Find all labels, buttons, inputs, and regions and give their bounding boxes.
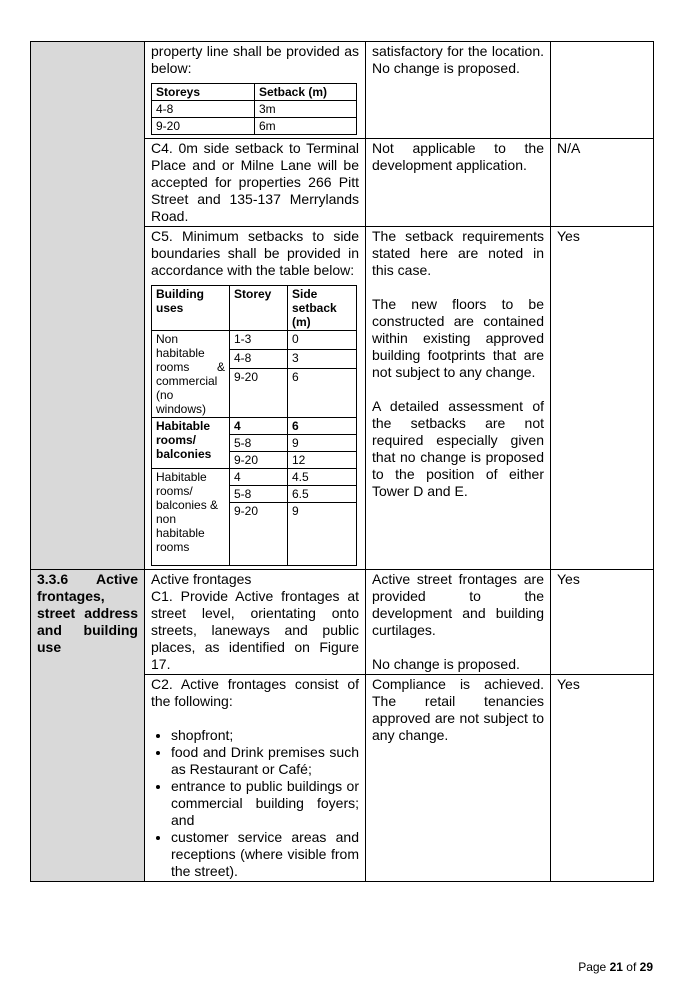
page-label: Page bbox=[578, 960, 607, 974]
table-cell: 9-20 bbox=[230, 369, 288, 418]
table-cell: 4-8 bbox=[230, 350, 288, 369]
table-cell: 6 bbox=[288, 418, 357, 435]
column-header: Storey bbox=[230, 286, 288, 331]
compliance-cell: N/A bbox=[551, 139, 654, 227]
table-cell: 5-8 bbox=[230, 486, 288, 503]
column-header: Setback (m) bbox=[255, 84, 357, 101]
compliance-cell: Yes bbox=[551, 570, 654, 675]
table-cell: 0 bbox=[288, 331, 357, 350]
page-footer bbox=[578, 960, 653, 974]
side-setback-table bbox=[151, 285, 357, 566]
list-item: • entrance to public buildings or commercial building foyers; and bbox=[171, 778, 359, 829]
table-row bbox=[31, 42, 654, 139]
column-header: Building uses bbox=[152, 286, 230, 331]
building-use-cell: Non habitable rooms & commercial (no windows) bbox=[152, 331, 230, 418]
controls-cell bbox=[145, 675, 366, 882]
page-total: 29 bbox=[639, 960, 653, 974]
table-cell: 3m bbox=[255, 101, 357, 118]
table-cell: 9 bbox=[288, 435, 357, 452]
comment-cell: satisfactory for the location. No change is proposed. bbox=[366, 42, 551, 139]
table-cell: 6m bbox=[255, 118, 357, 135]
control-text: C5. Minimum setbacks to side boundaries shall be provided in accordance with the table below: bbox=[151, 228, 359, 278]
storey-setback-table bbox=[151, 83, 357, 135]
table-cell: 9-20 bbox=[230, 452, 288, 469]
comment-paragraph: Active street frontages are provided to the development and building curtilages. bbox=[372, 571, 544, 638]
table-row bbox=[31, 570, 654, 675]
column-header: Side setback (m) bbox=[288, 286, 357, 331]
comment-paragraph: No change is proposed. bbox=[372, 656, 520, 672]
table-cell: 4.5 bbox=[288, 469, 357, 486]
comment-cell bbox=[366, 570, 551, 675]
control-heading: Active frontages bbox=[151, 571, 252, 587]
control-text: C2. Active frontages consist of the following: bbox=[151, 676, 359, 709]
compliance-cell: Yes bbox=[551, 675, 654, 882]
table-cell: 4 bbox=[230, 418, 288, 435]
bullet-list bbox=[151, 727, 359, 880]
building-use-cell: Habitable rooms/ balconies bbox=[152, 418, 230, 469]
control-text: property line shall be provided as below: bbox=[151, 43, 359, 76]
comment-paragraph: The setback requirements stated here are noted in this case. bbox=[372, 228, 544, 278]
control-text: C1. Provide Active frontages at street level, orientating onto streets, laneways and public places, as identified on Figure 17. bbox=[151, 588, 359, 672]
compliance-cell bbox=[551, 42, 654, 139]
table-cell: 6 bbox=[288, 369, 357, 418]
comment-paragraph: A detailed assessment of the setbacks are not required especially given that no change is proposed to the position of either Tower D and E. bbox=[372, 398, 544, 499]
column-header: Storeys bbox=[152, 84, 255, 101]
comment-paragraph: The new floors to be constructed are contained within existing approved building footprints that are not subject to any change. bbox=[372, 296, 544, 380]
controls-cell bbox=[145, 227, 366, 570]
table-cell: 4 bbox=[230, 469, 288, 486]
table-cell: 1-3 bbox=[230, 331, 288, 350]
table-cell: 12 bbox=[288, 452, 357, 469]
list-item: • shopfront; bbox=[171, 727, 359, 744]
table-cell: 9 bbox=[288, 503, 357, 566]
controls-cell bbox=[145, 42, 366, 139]
list-item: • food and Drink premises such as Restaurant or Café; bbox=[171, 744, 359, 778]
comment-cell bbox=[366, 227, 551, 570]
page-of: of bbox=[626, 960, 637, 974]
section-title: 3.3.6 Active frontages, street address and building use bbox=[37, 571, 138, 655]
comment-cell: Not applicable to the development application. bbox=[366, 139, 551, 227]
compliance-cell: Yes bbox=[551, 227, 654, 570]
building-use-cell: Habitable rooms/ balconies & non habitable rooms bbox=[152, 469, 230, 566]
table-cell: 3 bbox=[288, 350, 357, 369]
table-cell: 9-20 bbox=[230, 503, 288, 566]
comment-cell: Compliance is achieved. The retail tenancies approved are not subject to any change. bbox=[366, 675, 551, 882]
section-cell bbox=[31, 570, 145, 882]
table-cell: 6.5 bbox=[288, 486, 357, 503]
controls-cell: C4. 0m side setback to Terminal Place and or Milne Lane will be accepted for properties 266 Pitt Street and 135-137 Merrylands Road. bbox=[145, 139, 366, 227]
list-item: • customer service areas and receptions (where visible from the street). bbox=[171, 829, 359, 880]
table-cell: 5-8 bbox=[230, 435, 288, 452]
table-cell: 9-20 bbox=[152, 118, 255, 135]
page-number: 21 bbox=[609, 960, 623, 974]
assessment-table bbox=[30, 41, 654, 882]
controls-cell bbox=[145, 570, 366, 675]
section-cell bbox=[31, 42, 145, 570]
table-cell: 4-8 bbox=[152, 101, 255, 118]
